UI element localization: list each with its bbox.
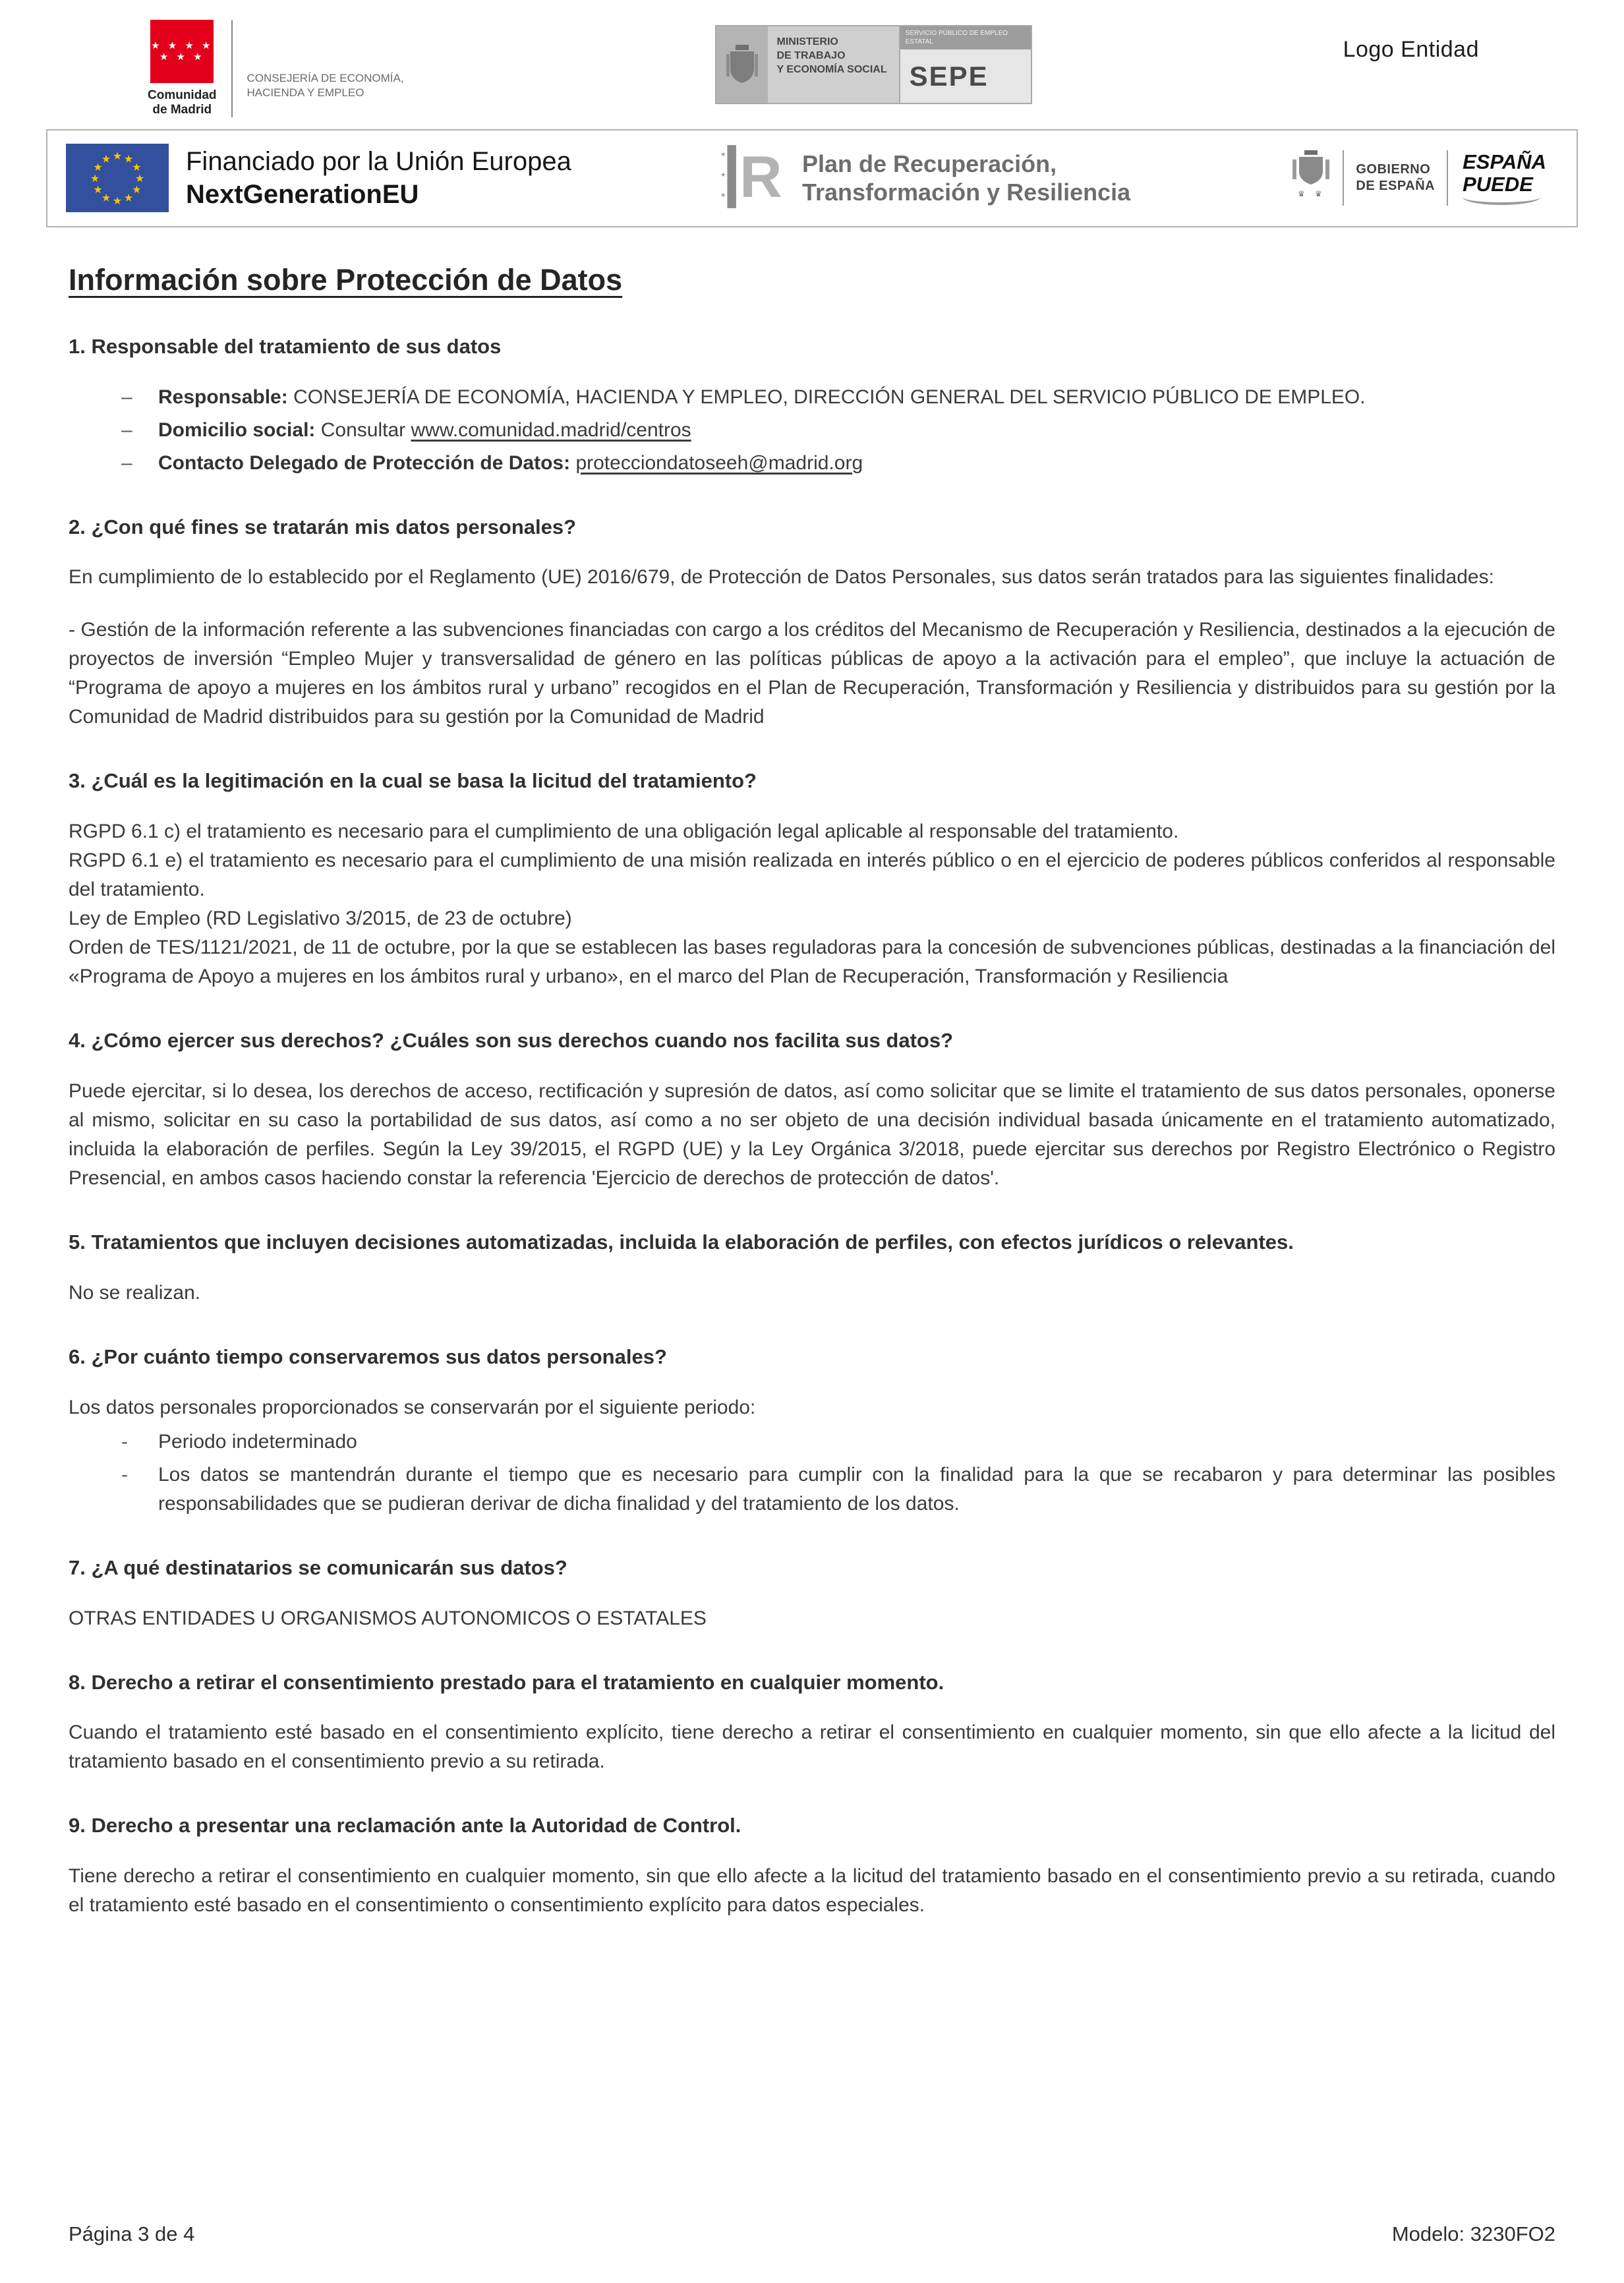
svg-text:★: ★ (720, 191, 726, 199)
ministerio-sepe-logo (715, 25, 1032, 104)
svg-text:★: ★ (132, 183, 142, 196)
list-item: – Domicilio social: Consultar www.comunidad.madrid/centros (121, 419, 691, 441)
prtr-r-icon (720, 142, 789, 214)
item-text: Los datos se mantendrán durante el tiempo que es necesario para cumplir con la finalidad para la que se recabaron y para determinar las posibles responsabilidades que se pudieran derivar de dicha finalidad y del tratamiento de los datos. (158, 1463, 1555, 1515)
section-heading: 7. ¿A qué destinatarios se comunicarán sus datos? (69, 1555, 567, 1579)
paragraph: Puede ejercitar, si lo desea, los derechos de acceso, rectificación y supresión de datos, así como solicitar que se limite el tratamiento de sus datos personales, oponerse al mismo, solicitar en su caso la portabilidad de sus datos, así como a no ser objeto de una decisión individual basada únicamente en el tratamiento automatizado, incluida la elaboración de perfiles. Según la Ley 39/2015, el RGPD (UE) y la Ley Orgánica 3/2018, puede ejercitar sus derechos por Registro Electrónico o Registro Presencial, en ambos casos haciendo constar la referencia 'Ejercicio de derechos de protección de datos'. (69, 1080, 1555, 1190)
svg-text:★: ★ (93, 161, 103, 174)
gobierno-label: GOBIERNO DE ESPAÑA (1356, 162, 1436, 194)
item-label: Responsable: (158, 386, 288, 408)
paragraph: Cuando el tratamiento esté basado en el consentimiento explícito, tiene derecho a retirar el consentimiento en cualquier momento, sin que ello afecte a la licitud del tratamiento basado en el consentimiento previo a su retirada. (69, 1721, 1555, 1773)
svg-text:★: ★ (134, 172, 145, 185)
list-item: - Los datos se mantendrán durante el tiempo que es necesario para cumplir con la finalidad para la que se recabaron y para determinar las posibles responsabilidades que se pudieran derivar de dicha finalidad y del tratamiento de los datos. (121, 1460, 1555, 1518)
responsable-list (69, 383, 1555, 478)
comunidad-madrid-flag-icon: ★ ★ ★ ★ ★ ★ ★ (150, 20, 214, 83)
page-number: Página 3 de 4 (69, 2222, 195, 2245)
section-heading: 9. Derecho a presentar una reclamación ante la Autoridad de Control. (69, 1814, 741, 1837)
item-text: Consultar (320, 419, 406, 441)
spain-coat-of-arms-icon (716, 26, 768, 103)
section-fines (69, 513, 1555, 732)
paragraph: RGPD 6.1 c) el tratamiento es necesario para el cumplimiento de una obligación legal aplicable al responsable del tratamiento. (69, 821, 1179, 843)
legal-basis-block (69, 817, 1555, 991)
sepe-logo (899, 26, 1031, 103)
section-retirar-consentimiento (69, 1669, 1555, 1777)
section-derechos (69, 1027, 1555, 1193)
svg-text:R: R (740, 143, 782, 210)
comunidad-madrid-logo (148, 20, 404, 117)
list-item: – Contacto Delegado de Protección de Datos: protecciondatoseeh@madrid.org (121, 451, 863, 474)
paragraph: En cumplimiento de lo establecido por el Reglamento (UE) 2016/679, de Protección de Datos Personales, sus datos serán tratados para las siguientes finalidades: (69, 566, 1494, 589)
item-text: Periodo indeterminado (158, 1430, 357, 1453)
svg-text:★: ★ (123, 152, 134, 165)
svg-text:★: ★ (101, 152, 111, 165)
espana-puede-label: ESPAÑA PUEDE (1448, 151, 1550, 205)
svg-text:★: ★ (93, 183, 103, 196)
section-heading: 2. ¿Con qué fines se tratarán mis datos personales? (69, 515, 577, 538)
page-footer (69, 2222, 1555, 2246)
svg-text:★: ★ (112, 194, 123, 208)
eu-funding-label: Financiado por la Unión Europea NextGenerationEU (186, 147, 571, 210)
svg-text:★: ★ (101, 191, 111, 204)
section-destinatarios (69, 1554, 1555, 1633)
document-body (0, 227, 1624, 1921)
funding-band (46, 129, 1578, 227)
section-conservacion (69, 1343, 1555, 1518)
section-heading: 6. ¿Por cuánto tiempo conservaremos sus datos personales? (69, 1344, 667, 1368)
svg-text:★: ★ (132, 161, 142, 174)
list-item: - Periodo indeterminado (121, 1428, 1555, 1457)
paragraph: No se realizan. (69, 1281, 201, 1304)
prtr-label: Plan de Recuperación, Transformación y Resiliencia (802, 150, 1131, 206)
svg-text:★: ★ (90, 172, 100, 185)
paragraph: Orden de TES/1121/2021, de 11 de octubre, por la que se establecen las bases reguladoras para la concesión de subvenciones públicas, destinadas a la financiación del «Programa de Apoyo a mujeres en los ámbitos rural y urbano», en el marco del Plan de Recuperación, Transformación y Resiliencia (69, 937, 1555, 988)
list-item: – Responsable: CONSEJERÍA DE ECONOMÍA, HACIENDA Y EMPLEO, DIRECCIÓN GENERAL DEL SERVICIO PÚBLICO DE EMPLEO. (121, 386, 1366, 408)
consejeria-label: CONSEJERÍA DE ECONOMÍA, HACIENDA Y EMPLEO (246, 71, 404, 99)
svg-text:♛: ♛ (1315, 188, 1323, 198)
section-decisiones-automatizadas (69, 1228, 1555, 1308)
item-text: CONSEJERÍA DE ECONOMÍA, HACIENDA Y EMPLEO, DIRECCIÓN GENERAL DEL SERVICIO PÚBLICO DE EMPLEO. (293, 386, 1366, 408)
header-divider (231, 20, 233, 117)
eu-flag-icon (66, 144, 169, 212)
svg-text:★: ★ (720, 171, 726, 179)
paragraph: Los datos personales proporcionados se conservarán por el siguiente periodo: (69, 1396, 756, 1418)
eu-funding-logo (66, 144, 571, 212)
paragraph: - Gestión de la información referente a las subvenciones financiadas con cargo a los créditos del Mecanismo de Recuperación y Resiliencia, destinados a la ejecución de proyectos de inversión “Empleo Mujer y transversalidad de género en las políticas públicas de apoyo a la activación para el empleo”, que incluye la actuación de “Programa de apoyo a mujeres en los ámbitos rural y urbano” recogidos en el Plan de Recuperación, Transformación y Resiliencia y distribuidos para su gestión por la Comunidad de Madrid distribuidos para su gestión por la Comunidad de Madrid (69, 619, 1555, 728)
prtr-logo (720, 142, 1130, 214)
item-label: Domicilio social: (158, 419, 316, 441)
section-heading: 1. Responsable del tratamiento de sus datos (69, 334, 502, 358)
section-responsable (69, 333, 1555, 478)
item-label: Contacto Delegado de Protección de Datos: (158, 451, 571, 474)
section-reclamacion (69, 1812, 1555, 1920)
paragraph: Ley de Empleo (RD Legislativo 3/2015, de 23 de octubre) (69, 908, 572, 930)
section-heading: 8. Derecho a retirar el consentimiento prestado para el tratamiento en cualquier momento. (69, 1670, 944, 1694)
paragraph: Tiene derecho a retirar el consentimiento en cualquier momento, sin que ello afecte a la licitud del tratamiento basado en el consentimiento previo a su retirada, cuando el tratamiento esté basado en el consentimiento o consentimiento explícito para datos especiales. (69, 1865, 1555, 1917)
svg-text:★: ★ (720, 150, 726, 158)
gobierno-espana-logo (1279, 149, 1550, 208)
conservacion-list (69, 1428, 1555, 1518)
paragraph: OTRAS ENTIDADES U ORGANISMOS AUTONOMICOS O ESTATALES (69, 1607, 707, 1629)
gobierno-escudo-icon (1279, 149, 1343, 208)
section-heading: 3. ¿Cuál es la legitimación en la cual se basa la licitud del tratamiento? (69, 769, 757, 793)
section-heading: 5. Tratamientos que incluyen decisiones automatizadas, incluida la elaboración de perfiles, con efectos jurídicos o relevantes. (69, 1230, 1294, 1254)
sepe-acronym: SEPE (900, 49, 1031, 103)
centros-link[interactable]: www.comunidad.madrid/centros (411, 419, 691, 441)
svg-text:★: ★ (123, 191, 134, 204)
entity-logo-placeholder: Logo Entidad (1343, 37, 1479, 62)
svg-text:♛: ♛ (1298, 188, 1306, 198)
svg-text:★: ★ (112, 150, 123, 163)
sepe-subtitle: SERVICIO PÚBLICO DE EMPLEO ESTATAL (900, 26, 1031, 49)
model-code: Modelo: 3230FO2 (1391, 2222, 1555, 2245)
dpo-email-link[interactable]: protecciondatoseeh@madrid.org (575, 451, 863, 474)
espana-puede-swoosh-icon (1463, 197, 1540, 205)
section-heading: 4. ¿Cómo ejercer sus derechos? ¿Cuáles son sus derechos cuando nos facilita sus datos? (69, 1029, 954, 1053)
paragraph: RGPD 6.1 e) el tratamiento es necesario para el cumplimiento de una misión realizada en interés público o en el ejercicio de poderes públicos conferidos al responsable del tratamiento. (69, 850, 1555, 901)
comunidad-madrid-name: Comunidad de Madrid (148, 88, 217, 117)
section-legitimacion (69, 767, 1555, 991)
page-title: Información sobre Protección de Datos (69, 262, 623, 297)
header-row-1 (0, 0, 1624, 128)
ministerio-label: MINISTERIO DE TRABAJO Y ECONOMÍA SOCIAL (768, 26, 899, 103)
